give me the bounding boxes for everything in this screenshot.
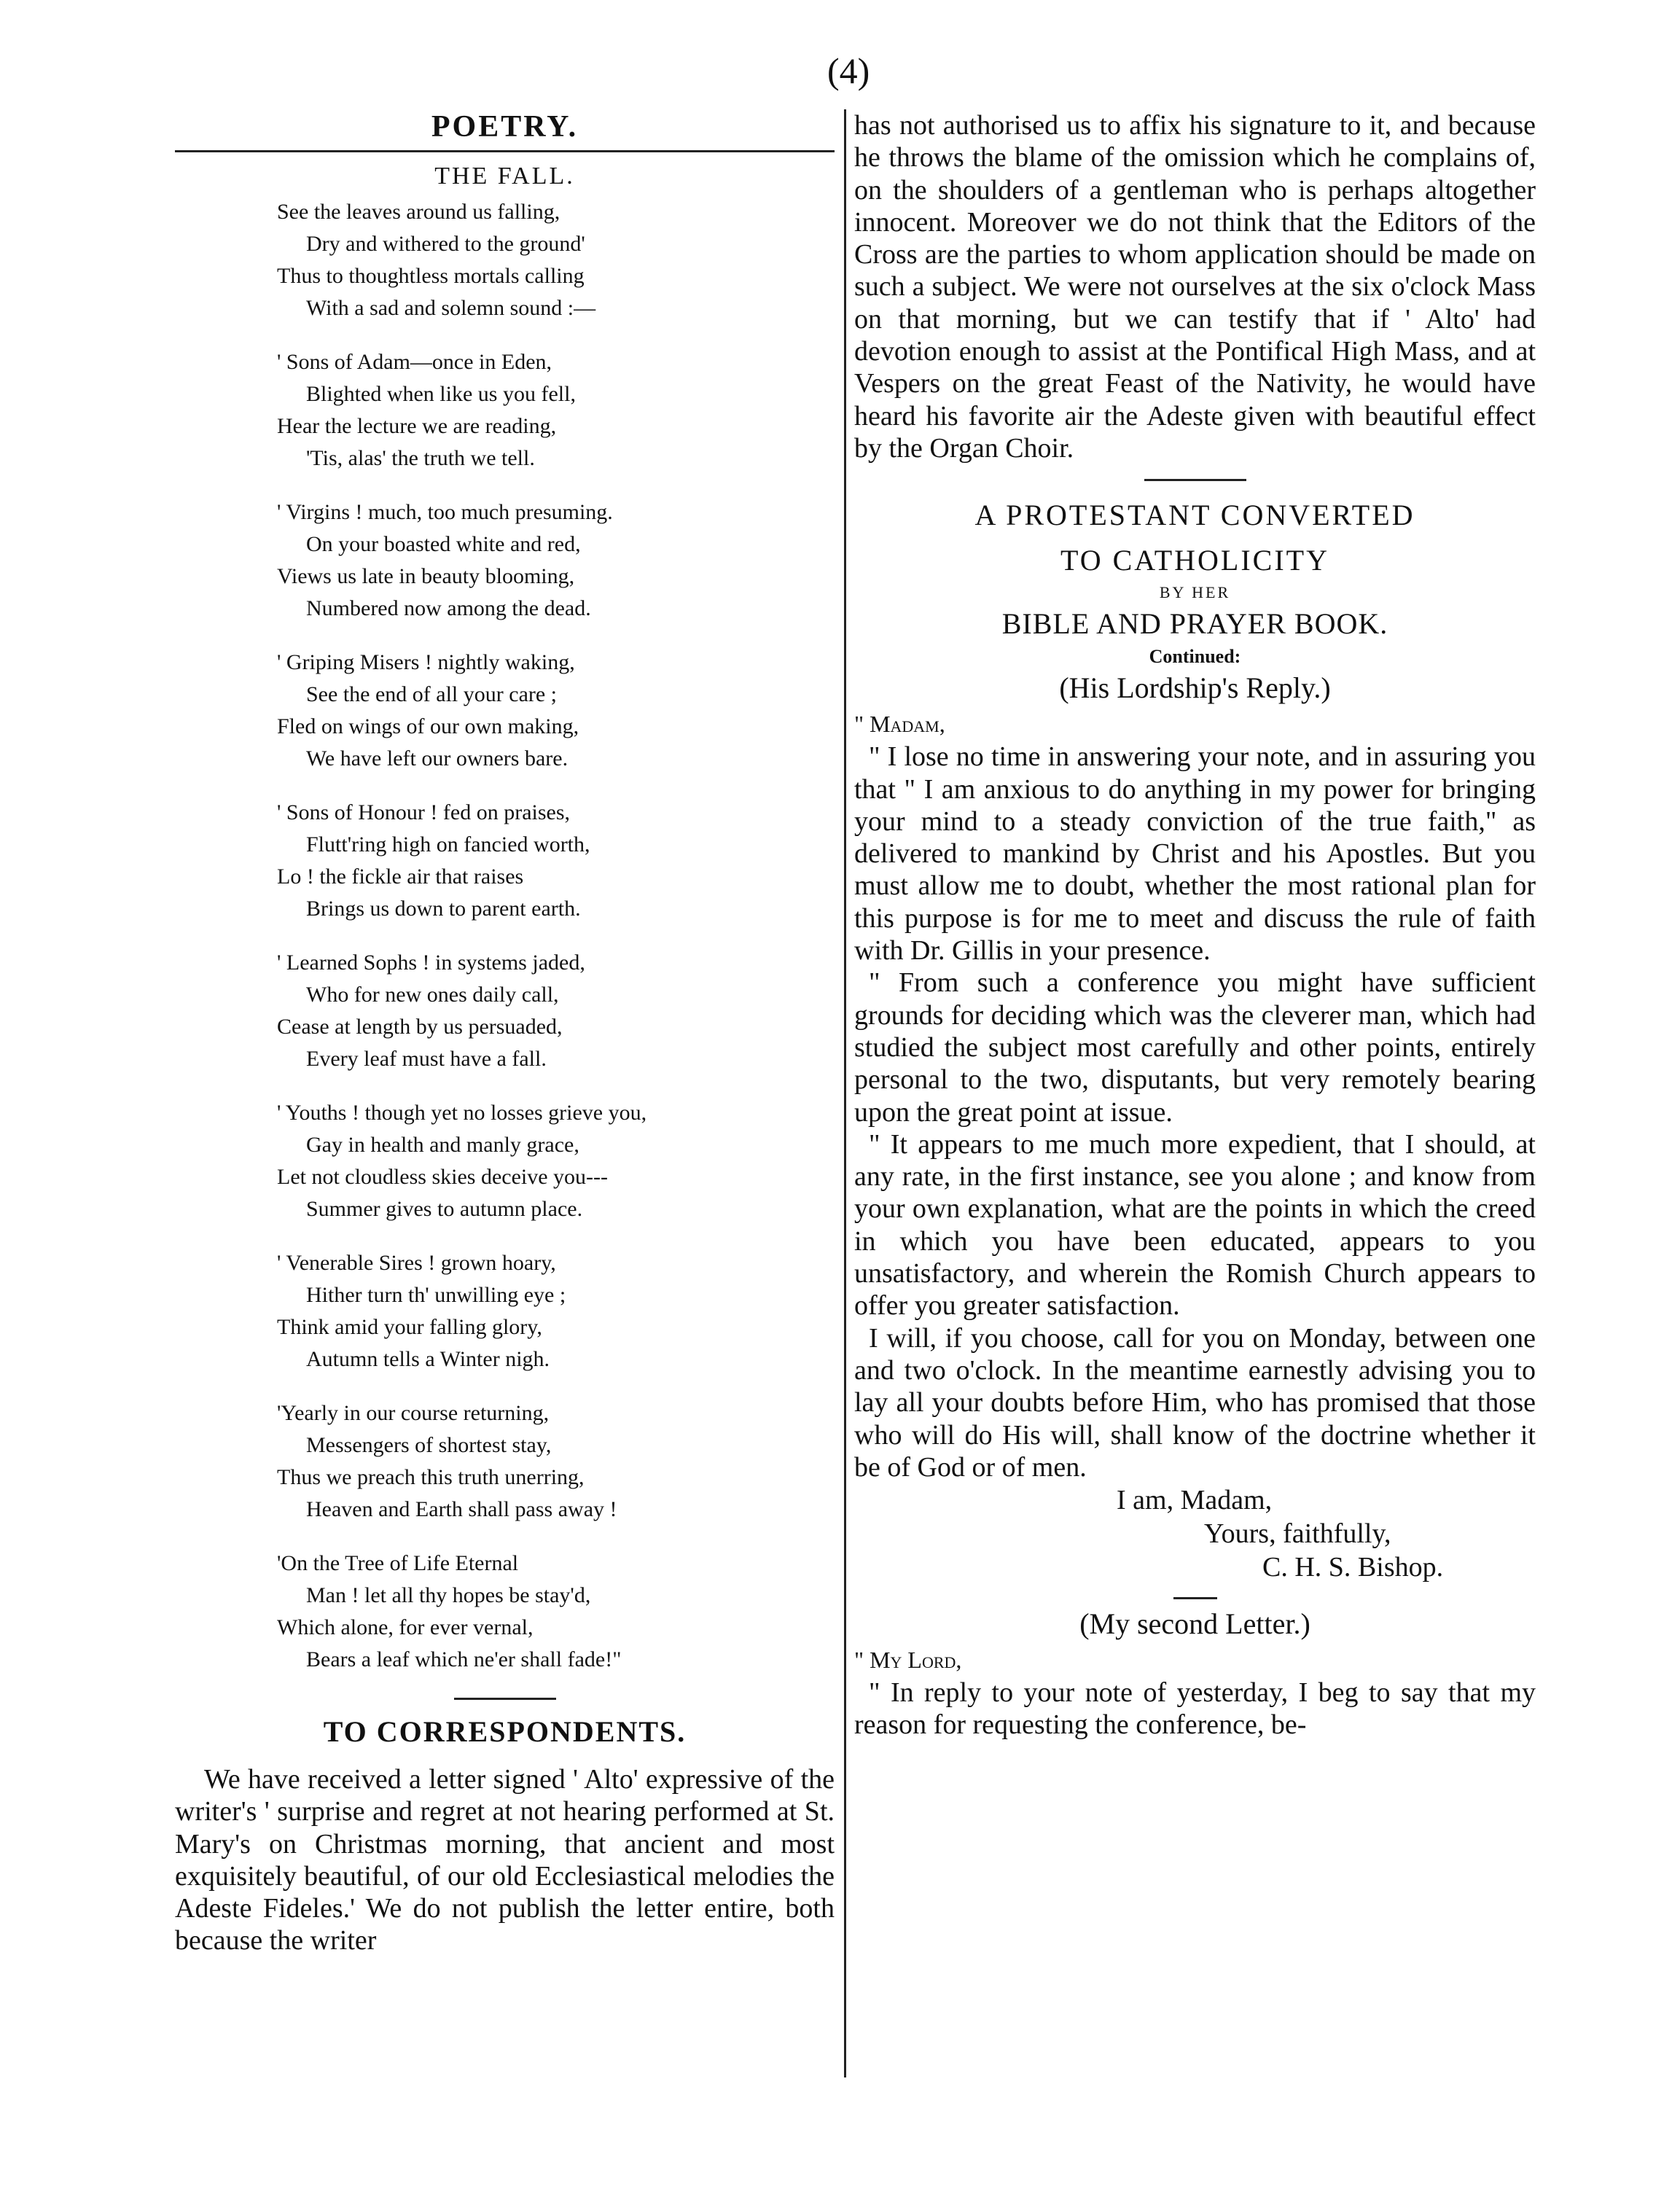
closing-line: Yours, faithfully, <box>1204 1518 1391 1550</box>
poem-line: Heaven and Earth shall pass away ! <box>306 1497 617 1521</box>
poem-line: Who for new ones daily call, <box>306 983 559 1007</box>
poem-title: THE FALL. <box>434 163 575 190</box>
poem-line: 'Yearly in our course returning, <box>277 1401 550 1425</box>
correspondents-continued: has not authorised us to affix his signature to it, and because he throws the blame of the omission which he complains of, on the shoulders of a gentleman who is perhaps altogether innocent. Moreover we do not think that the Editors of the Cross are the parties to whom application should be made on such a subject. We were not ourselves at the six o'clock Mass on that morning, but we can testify that if ' Alto' had devotion enough to assist at the Pontifical High Mass, and at Vespers on the great Feast of the Nativity, he would have heard his favorite air the Adeste given with beautiful effect by the Organ Choir. <box>854 110 1536 464</box>
reply-heading: (His Lordship's Reply.) <box>1059 671 1331 705</box>
poem-line: ' Sons of Adam—once in Eden, <box>277 350 552 374</box>
poem-stanza <box>277 346 835 475</box>
poem-line: Lo ! the fickle air that raises <box>277 865 524 889</box>
poem-line: ' Youths ! though yet no losses grieve you, <box>277 1101 647 1125</box>
section-divider <box>454 1698 556 1700</box>
poem-stanza <box>277 647 835 775</box>
poem-line: 'Tis, alas' the truth we tell. <box>306 446 535 470</box>
article-subtitle: BIBLE AND PRAYER BOOK. <box>1001 607 1388 641</box>
poem-line: Summer gives to autumn place. <box>306 1197 583 1221</box>
poem-line: Autumn tells a Winter nigh. <box>306 1347 550 1371</box>
article-continued: Continued: <box>1149 646 1241 668</box>
poem-line: Blighted when like us you fell, <box>306 382 576 406</box>
correspondents-heading: TO CORRESPONDENTS. <box>323 1715 687 1748</box>
poem-line: Flutt'ring high on fancied worth, <box>306 832 590 857</box>
second-letter-heading: (My second Letter.) <box>1079 1607 1310 1641</box>
poem-line: ' Sons of Honour ! fed on praises, <box>277 800 571 824</box>
poem-line: Let not cloudless skies deceive you--- <box>277 1165 609 1189</box>
letter-paragraph: I will, if you choose, call for you on Monday, between one and two o'clock. In the meantime earnestly advising you to lay all your doubts before Him, who has promised that those who will do His will, shall know of the doctrine whether it be of God or of men. <box>854 1322 1536 1483</box>
poem-line: ' Venerable Sires ! grown hoary, <box>277 1251 556 1275</box>
poem-line: Dry and withered to the ground' <box>306 232 585 256</box>
poem-stanza <box>277 1548 835 1676</box>
correspondents-text: We have received a letter signed ' Alto' expressive of the writer's ' surprise and regret at not hearing performed at St. Mary's on Christmas morning, that ancient and most exquisitely beautiful, of our old Ecclesiastical melodies the Adeste Fideles.' We do not publish the letter entire, both because the writer <box>175 1764 835 1956</box>
article-by-her: BY HER <box>1159 583 1231 602</box>
poem-line: Fled on wings of our own making, <box>277 714 579 738</box>
heading-rule <box>175 150 835 152</box>
poem-line: Man ! let all thy hopes be stay'd, <box>306 1583 591 1607</box>
poem <box>277 196 835 1676</box>
poem-line: 'On the Tree of Life Eternal <box>277 1551 519 1575</box>
letter-paragraph: " In reply to your note of yesterday, I beg to say that my reason for requesting the conference, be- <box>854 1677 1536 1741</box>
second-salutation: " My Lord, <box>854 1647 962 1674</box>
letter-paragraph: " From such a conference you might have sufficient grounds for deciding which was the cleverer man, which had studied the subject most carefully and other points, entirely personal to the two, disputants, but very remotely bearing upon the great point at issue. <box>854 967 1536 1128</box>
poem-line: See the leaves around us falling, <box>277 200 560 224</box>
poem-line: We have left our owners bare. <box>306 746 569 770</box>
poem-line: Messengers of shortest stay, <box>306 1433 552 1457</box>
poem-stanza <box>277 947 835 1075</box>
article-title-line2: TO CATHOLICITY <box>1060 544 1329 577</box>
poem-line: Cease at length by us persuaded, <box>277 1015 563 1039</box>
poem-line: Hither turn th' unwilling eye ; <box>306 1283 566 1307</box>
page-number: (4) <box>827 50 870 91</box>
poem-line: Thus we preach this truth unerring, <box>277 1465 585 1489</box>
poem-line: Numbered now among the dead. <box>306 596 591 620</box>
poem-line: Which alone, for ever vernal, <box>277 1615 534 1639</box>
poem-line: Every leaf must have a fall. <box>306 1047 547 1071</box>
poem-stanza <box>277 797 835 925</box>
right-column <box>854 109 1536 1741</box>
salutation: " Madam, <box>854 711 945 738</box>
poem-line: Brings us down to parent earth. <box>306 897 581 921</box>
poem-stanza <box>277 1247 835 1376</box>
letter-paragraph: " I lose no time in answering your note, and in assuring you that " I am anxious to do anything in my power for bringing your mind to a steady conviction of the true faith," as delivered to mankind by Christ and his Apostles. But you must allow me to doubt, whether the most rational plan for this purpose is for me to meet and discuss the rule of faith with Dr. Gillis in your presence. <box>854 741 1536 967</box>
poem-line: ' Virgins ! much, too much presuming. <box>277 500 613 524</box>
poem-line: Think amid your falling glory, <box>277 1315 542 1339</box>
letter-paragraph: " It appears to me much more expedient, that I should, at any rate, in the first instance, see you alone ; and know from your own explanation, what are the points in which the creed in which you have been educated, appears to you unsatisfactory, and wherein the Romish Church appears to offer you greater satisfaction. <box>854 1128 1536 1322</box>
poem-stanza <box>277 496 835 625</box>
section-divider <box>1173 1597 1217 1599</box>
poem-line: Gay in health and manly grace, <box>306 1133 579 1157</box>
poetry-heading: POETRY. <box>431 110 579 144</box>
poem-line: Hear the lecture we are reading, <box>277 414 557 438</box>
poem-line: ' Griping Misers ! nightly waking, <box>277 650 575 674</box>
poem-line: ' Learned Sophs ! in systems jaded, <box>277 951 585 975</box>
poem-line: See the end of all your care ; <box>306 682 558 706</box>
closing-line: I am, Madam, <box>1117 1485 1273 1516</box>
column-divider <box>844 109 846 2077</box>
signature: C. H. S. Bishop. <box>1262 1552 1444 1583</box>
poem-line: With a sad and solemn sound :— <box>306 296 596 320</box>
left-column <box>175 109 835 1957</box>
poem-stanza <box>277 1397 835 1526</box>
poem-stanza <box>277 196 835 324</box>
poem-line: Bears a leaf which ne'er shall fade!" <box>306 1647 622 1671</box>
poem-stanza <box>277 1097 835 1225</box>
poem-line: On your boasted white and red, <box>306 532 581 556</box>
section-divider <box>1144 479 1246 481</box>
poem-line: Views us late in beauty blooming, <box>277 564 575 588</box>
article-title-line1: A PROTESTANT CONVERTED <box>974 499 1415 532</box>
poem-line: Thus to thoughtless mortals calling <box>277 264 585 288</box>
